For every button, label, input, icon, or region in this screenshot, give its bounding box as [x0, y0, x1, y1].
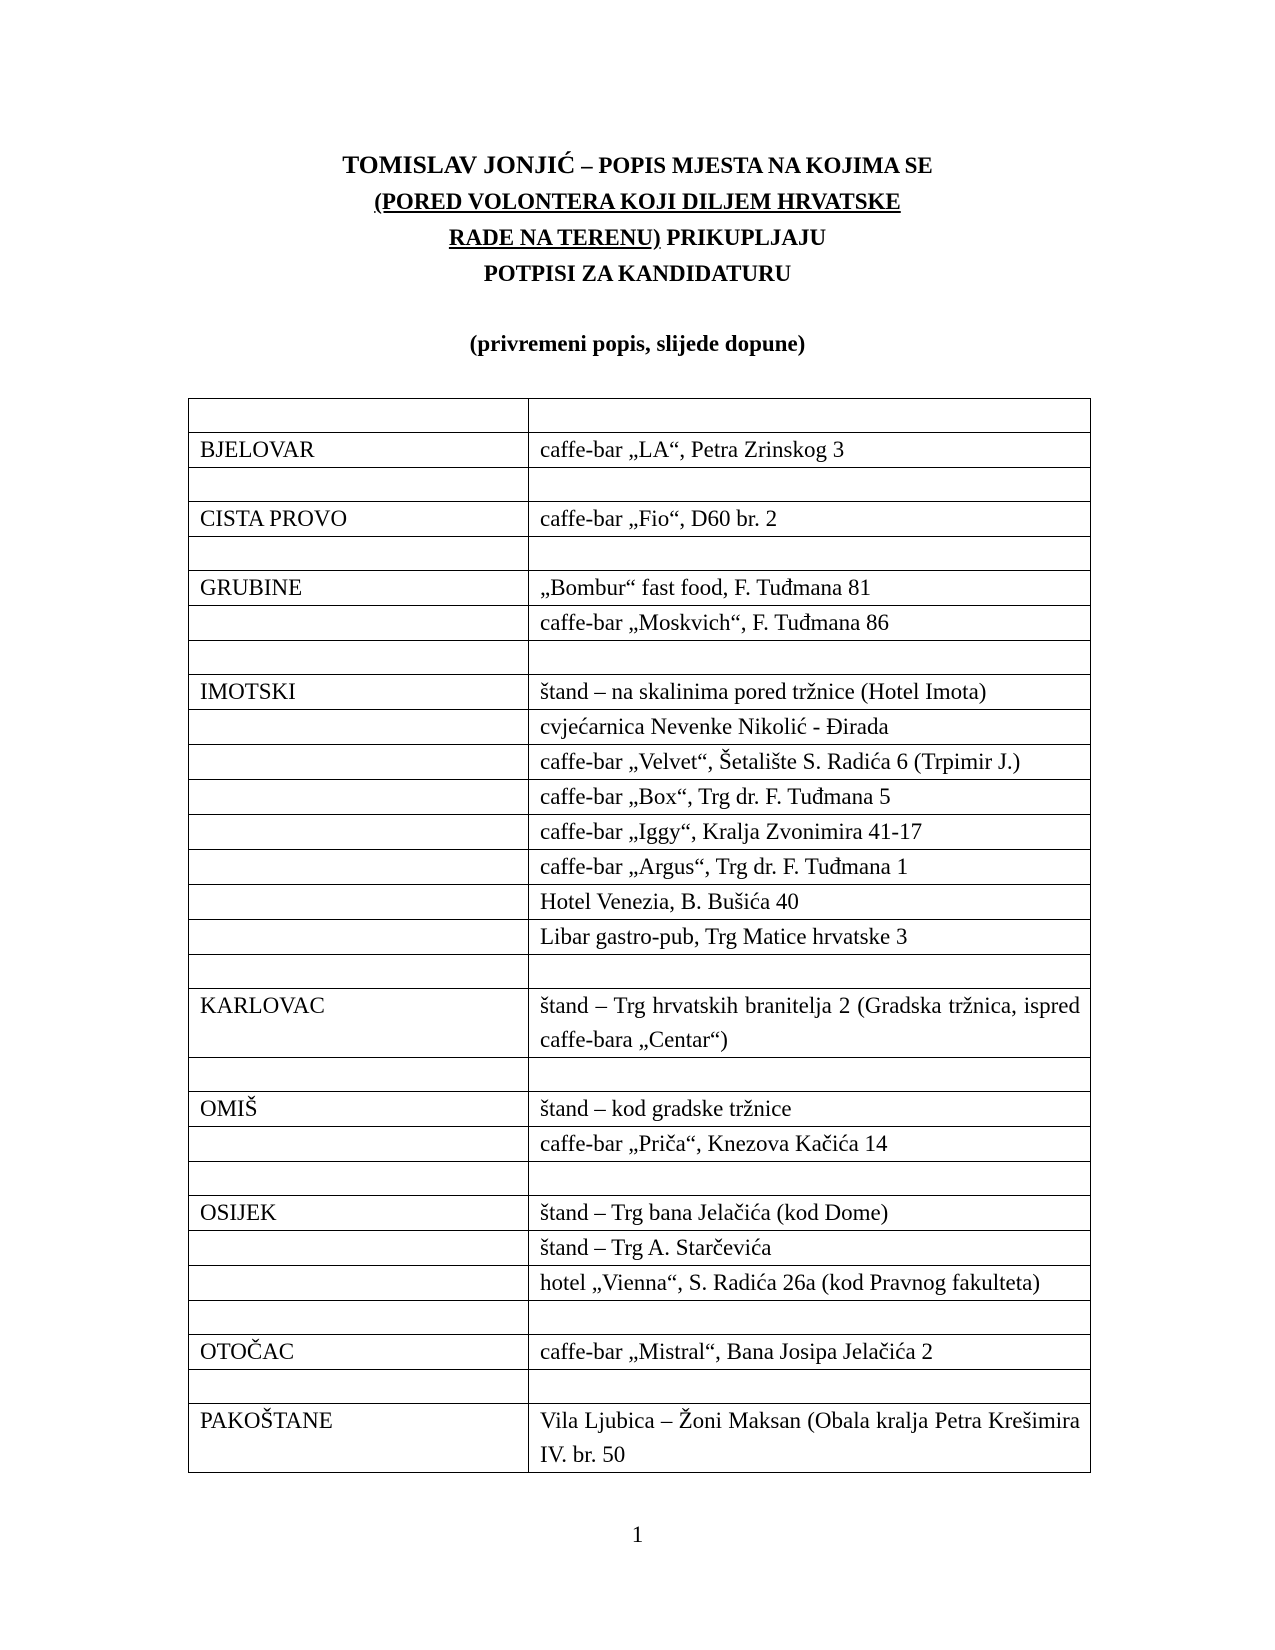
- table-row: [189, 641, 1091, 675]
- location-cell: [529, 537, 1091, 571]
- city-cell: [189, 606, 529, 641]
- location-cell: „Bombur“ fast food, F. Tuđmana 81: [529, 571, 1091, 606]
- table-row: [189, 1092, 1091, 1127]
- document-title: [0, 147, 1275, 292]
- location-cell: Libar gastro-pub, Trg Matice hrvatske 3: [529, 920, 1091, 955]
- title-line-3: [0, 220, 1275, 256]
- city-cell: [189, 1058, 529, 1092]
- title-line-3-rest: PRIKUPLJAJU: [660, 225, 827, 250]
- city-cell: [189, 641, 529, 675]
- location-cell: [529, 1370, 1091, 1404]
- location-cell: [529, 641, 1091, 675]
- city-cell: [189, 710, 529, 745]
- city-cell: [189, 1162, 529, 1196]
- table-row: [189, 606, 1091, 641]
- table-row: [189, 1404, 1091, 1473]
- location-cell: štand – Trg hrvatskih branitelja 2 (Gradska tržnica, ispred caffe-bara „Centar“): [529, 989, 1091, 1058]
- location-cell: štand – na skalinima pored tržnice (Hotel Imota): [529, 675, 1091, 710]
- city-cell: [189, 885, 529, 920]
- city-cell: [189, 745, 529, 780]
- city-cell: [189, 780, 529, 815]
- location-cell: [529, 1162, 1091, 1196]
- location-cell: štand – Trg bana Jelačića (kod Dome): [529, 1196, 1091, 1231]
- city-cell: [189, 537, 529, 571]
- title-line-3-underlined: RADE NA TERENU): [448, 225, 661, 250]
- city-cell: GRUBINE: [189, 571, 529, 606]
- location-cell: caffe-bar „Priča“, Knezova Kačića 14: [529, 1127, 1091, 1162]
- location-cell: cvjećarnica Nevenke Nikolić - Đirada: [529, 710, 1091, 745]
- city-cell: [189, 1231, 529, 1266]
- location-cell: Hotel Venezia, B. Bušića 40: [529, 885, 1091, 920]
- city-cell: OTOČAC: [189, 1335, 529, 1370]
- location-cell: [529, 1301, 1091, 1335]
- table-row: [189, 780, 1091, 815]
- locations-table: [188, 398, 1091, 1473]
- location-cell: [529, 1058, 1091, 1092]
- table-row: [189, 989, 1091, 1058]
- table-row: [189, 745, 1091, 780]
- table-row: [189, 1301, 1091, 1335]
- city-cell: [189, 1127, 529, 1162]
- city-cell: [189, 1266, 529, 1301]
- table-row: [189, 537, 1091, 571]
- location-cell: caffe-bar „Iggy“, Kralja Zvonimira 41-17: [529, 815, 1091, 850]
- city-cell: KARLOVAC: [189, 989, 529, 1058]
- table-row: [189, 1127, 1091, 1162]
- table-row: [189, 1162, 1091, 1196]
- table-row: [189, 920, 1091, 955]
- title-line-4: POTPISI ZA KANDIDATURU: [483, 261, 792, 286]
- location-cell: Vila Ljubica – Žoni Maksan (Obala kralja Petra Krešimira IV. br. 50: [529, 1404, 1091, 1473]
- city-cell: [189, 815, 529, 850]
- city-cell: [189, 468, 529, 502]
- location-cell: caffe-bar „Fio“, D60 br. 2: [529, 502, 1091, 537]
- location-cell: [529, 468, 1091, 502]
- city-cell: [189, 1370, 529, 1404]
- document-subtitle: (privremeni popis, slijede dopune): [469, 331, 806, 356]
- city-cell: OSIJEK: [189, 1196, 529, 1231]
- table-row: [189, 468, 1091, 502]
- table-row: [189, 710, 1091, 745]
- table-row: [189, 1058, 1091, 1092]
- city-cell: IMOTSKI: [189, 675, 529, 710]
- table-row: [189, 885, 1091, 920]
- location-cell: caffe-bar „Moskvich“, F. Tuđmana 86: [529, 606, 1091, 641]
- city-cell: BJELOVAR: [189, 433, 529, 468]
- location-cell: [529, 399, 1091, 433]
- table-row: [189, 1231, 1091, 1266]
- table-row: [189, 571, 1091, 606]
- location-cell: [529, 955, 1091, 989]
- table-row: [189, 850, 1091, 885]
- table-row: [189, 1335, 1091, 1370]
- city-cell: PAKOŠTANE: [189, 1404, 529, 1473]
- city-cell: OMIŠ: [189, 1092, 529, 1127]
- table-row: [189, 955, 1091, 989]
- city-cell: [189, 955, 529, 989]
- table-row: [189, 1196, 1091, 1231]
- location-cell: hotel „Vienna“, S. Radića 26a (kod Pravnog fakulteta): [529, 1266, 1091, 1301]
- city-cell: [189, 920, 529, 955]
- city-cell: [189, 850, 529, 885]
- location-cell: caffe-bar „Velvet“, Šetalište S. Radića 6 (Trpimir J.): [529, 745, 1091, 780]
- table-row: [189, 1266, 1091, 1301]
- title-line-1: [0, 147, 1275, 184]
- city-cell: CISTA PROVO: [189, 502, 529, 537]
- location-cell: caffe-bar „Box“, Trg dr. F. Tuđmana 5: [529, 780, 1091, 815]
- location-cell: caffe-bar „LA“, Petra Zrinskog 3: [529, 433, 1091, 468]
- title-line-2: (PORED VOLONTERA KOJI DILJEM HRVATSKE: [374, 189, 901, 214]
- title-line-1-rest: – POPIS MJESTA NA KOJIMA SE: [575, 153, 933, 178]
- location-cell: caffe-bar „Mistral“, Bana Josipa Jelačića 2: [529, 1335, 1091, 1370]
- table-row: [189, 675, 1091, 710]
- location-cell: štand – kod gradske tržnice: [529, 1092, 1091, 1127]
- city-cell: [189, 1301, 529, 1335]
- table-row: [189, 433, 1091, 468]
- table-row: [189, 399, 1091, 433]
- page-number: 1: [631, 1522, 644, 1547]
- title-name: TOMISLAV JONJIĆ: [342, 150, 576, 179]
- city-cell: [189, 399, 529, 433]
- location-cell: caffe-bar „Argus“, Trg dr. F. Tuđmana 1: [529, 850, 1091, 885]
- location-cell: štand – Trg A. Starčevića: [529, 1231, 1091, 1266]
- table-row: [189, 1370, 1091, 1404]
- table-row: [189, 502, 1091, 537]
- table-row: [189, 815, 1091, 850]
- locations-table-body: [189, 399, 1091, 1473]
